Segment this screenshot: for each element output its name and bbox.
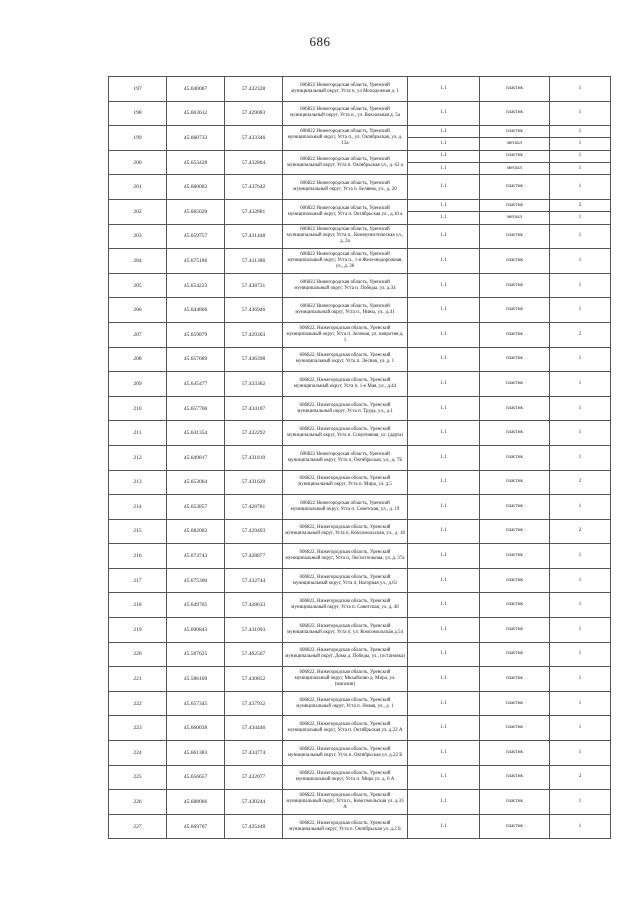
area-cell: 1.1 — [408, 593, 480, 618]
material-cell: пластик — [480, 249, 550, 274]
row-number: 213 — [109, 470, 167, 495]
area-cell: 1.1 — [408, 126, 480, 138]
address-cell: 606822 Нижегородская область, Уренский муниципальный округ, Уста п. Советская, ул., д. 19 — [283, 495, 408, 520]
latitude-cell: 45.653857 — [167, 495, 225, 520]
longitude-cell: 57.438731 — [225, 273, 283, 298]
area-cell: 1.1 — [408, 273, 480, 298]
longitude-cell: 57.431620 — [225, 470, 283, 495]
address-cell: 606822 Нижегородская область, Уренский муниципальный округ, Уста п. Октябрьская ул., д. 62 а — [283, 150, 408, 175]
row-number: 221 — [109, 667, 167, 692]
row-number: 208 — [109, 347, 167, 372]
container-count-cell: 1 — [550, 77, 611, 102]
area-cell: 1.1 — [408, 790, 480, 815]
material-cell: пластик — [480, 445, 550, 470]
latitude-cell: 45.665020 — [167, 199, 225, 224]
address-cell: 606822 Нижегородская область, Уренский муниципальный округ, Уста п., 1-я Железнодорожная, ул., д. 36 — [283, 249, 408, 274]
material-cell: пластик — [480, 495, 550, 520]
table-row — [109, 175, 611, 200]
material-cell: пластик — [480, 347, 550, 372]
latitude-cell: 45.659879 — [167, 322, 225, 347]
material-cell: пластик — [480, 224, 550, 249]
container-count-cell: 2 — [550, 470, 611, 495]
container-count-cell: 2 — [550, 765, 611, 790]
table-row — [109, 421, 611, 446]
latitude-cell: 45.653428 — [167, 150, 225, 175]
table-row — [109, 691, 611, 716]
container-count-cell: 1 — [550, 421, 611, 446]
table-row — [109, 716, 611, 741]
material-cell: пластик — [480, 322, 550, 347]
material-cell: пластик — [480, 150, 550, 162]
row-number: 197 — [109, 77, 167, 102]
table-row — [109, 298, 611, 323]
latitude-cell: 45.675186 — [167, 249, 225, 274]
longitude-cell: 57.431448 — [225, 224, 283, 249]
area-cell: 1.1 — [408, 544, 480, 569]
material-cell: пластик — [480, 519, 550, 544]
table-row — [109, 642, 611, 667]
row-number: 210 — [109, 396, 167, 421]
area-cell: 1.1 — [408, 667, 480, 692]
area-cell: 1.1 — [408, 298, 480, 323]
address-cell: 606822, Нижегородская область, Уренский муниципальный округ, Уста п. Новая, ул., д. 1 — [283, 691, 408, 716]
row-number: 207 — [109, 322, 167, 347]
container-count-cell: 1 — [550, 249, 611, 274]
address-cell: 606822, Нижегородская область, Уренский муниципальный округ, Уста п., Комсомольская ул. д.33 А — [283, 790, 408, 815]
container-count-cell: 1 — [550, 642, 611, 667]
container-count-cell: 1 — [550, 101, 611, 126]
address-cell: 606822, Нижегородская область, Уренский муниципальный округ, Уста п. Мира, ул. д.5 — [283, 470, 408, 495]
material-cell: пластик — [480, 273, 550, 298]
table-row — [109, 77, 611, 102]
longitude-cell: 57.428877 — [225, 544, 283, 569]
row-number: 217 — [109, 568, 167, 593]
latitude-cell: 45.656657 — [167, 765, 225, 790]
material-cell: металл — [480, 163, 550, 175]
material-cell: пластик — [480, 765, 550, 790]
area-cell: 1.1 — [408, 101, 480, 126]
container-count-cell: 1 — [550, 224, 611, 249]
address-cell: 606822, Нижегородская область, Уренский муниципальный округ, Уста п, ул. Комсомольская д.54 — [283, 618, 408, 643]
address-cell: 606822, Нижегородская область, Уренский муниципальный округ, Михайлово д. Мира, ул. (магазин) — [283, 667, 408, 692]
area-cell: 1.1 — [408, 421, 480, 446]
latitude-cell: 45.644866 — [167, 298, 225, 323]
row-number: 206 — [109, 298, 167, 323]
container-count-cell: 1 — [550, 790, 611, 815]
table-row — [109, 126, 611, 138]
material-cell: пластик — [480, 691, 550, 716]
material-cell: пластик — [480, 814, 550, 839]
row-number: 211 — [109, 421, 167, 446]
row-number: 214 — [109, 495, 167, 520]
area-cell: 1.1 — [408, 212, 480, 224]
material-cell: пластик — [480, 372, 550, 397]
longitude-cell: 57.434774 — [225, 741, 283, 766]
area-cell: 1.1 — [408, 77, 480, 102]
table-row — [109, 667, 611, 692]
longitude-cell: 57.430852 — [225, 667, 283, 692]
table-row — [109, 322, 611, 347]
latitude-cell: 45.661383 — [167, 741, 225, 766]
table-row — [109, 101, 611, 126]
latitude-cell: 45.645477 — [167, 372, 225, 397]
longitude-cell: 57.432077 — [225, 765, 283, 790]
longitude-cell: 57.436946 — [225, 298, 283, 323]
address-cell: 606822, Нижегородская область, Уренский муниципальный округ, Уста п. Зеленая, ул. напротив д. 1 — [283, 322, 408, 347]
longitude-cell: 57.433346 — [225, 126, 283, 151]
row-number: 223 — [109, 716, 167, 741]
address-cell: 606822, Нижегородская область, Уренский муниципальный округ, Дома д. Победы, ул., (остановка) — [283, 642, 408, 667]
container-count-cell: 1 — [550, 163, 611, 175]
area-cell: 1.1 — [408, 372, 480, 397]
area-cell: 1.1 — [408, 163, 480, 175]
area-cell: 1.1 — [408, 396, 480, 421]
container-count-cell: 1 — [550, 568, 611, 593]
row-number: 226 — [109, 790, 167, 815]
container-count-cell: 1 — [550, 347, 611, 372]
latitude-cell: 45.654223 — [167, 273, 225, 298]
container-count-cell: 1 — [550, 175, 611, 200]
area-cell: 1.1 — [408, 445, 480, 470]
latitude-cell: 45.659757 — [167, 224, 225, 249]
longitude-cell: 57.436398 — [225, 347, 283, 372]
latitude-cell: 45.690843 — [167, 618, 225, 643]
material-cell: пластик — [480, 470, 550, 495]
address-cell: 606822 Нижегородская область, Уренский муниципальный округ, Уста п. Беляева, ул., д. 20 — [283, 175, 408, 200]
latitude-cell: 45.675300 — [167, 568, 225, 593]
address-cell: 606822 Нижегородская область, Уренский муниципальный округ, Уста п, Октябрьская, ул., д. 7Б — [283, 445, 408, 470]
table-row — [109, 224, 611, 249]
table-row — [109, 495, 611, 520]
row-number: 200 — [109, 150, 167, 175]
address-cell: 606822, Нижегородская область, Уренский муниципальный округ, Уста п. Труда, ул., д.1 — [283, 396, 408, 421]
area-cell: 1.1 — [408, 470, 480, 495]
container-count-cell: 1 — [550, 618, 611, 643]
material-cell: пластик — [480, 790, 550, 815]
area-cell: 1.1 — [408, 322, 480, 347]
container-count-cell: 1 — [550, 716, 611, 741]
container-count-cell: 1 — [550, 138, 611, 150]
longitude-cell: 57.429493 — [225, 519, 283, 544]
area-cell: 1.1 — [408, 618, 480, 643]
container-count-cell: 1 — [550, 212, 611, 224]
address-cell: 606822, Нижегородская область, Уренский муниципальный округ, Уста п, Нагорная ул., д.61 — [283, 568, 408, 593]
latitude-cell: 45.653064 — [167, 470, 225, 495]
row-number: 205 — [109, 273, 167, 298]
material-cell: пластик — [480, 741, 550, 766]
longitude-cell: 57.462507 — [225, 642, 283, 667]
table-row — [109, 273, 611, 298]
address-cell: 606822, Нижегородская область, Уренский муниципальный округ, Уста п, Комсомольская, ул., д. 18 — [283, 519, 408, 544]
container-count-cell: 1 — [550, 691, 611, 716]
container-count-cell: 1 — [550, 741, 611, 766]
table-row — [109, 519, 611, 544]
longitude-cell: 57.429303 — [225, 322, 283, 347]
latitude-cell: 45.586169 — [167, 667, 225, 692]
area-cell: 1.1 — [408, 138, 480, 150]
row-number: 215 — [109, 519, 167, 544]
address-cell: 606822, Нижегородская область, Уренский муниципальный округ, Уста п. Советская, ул. д. 40 — [283, 593, 408, 618]
longitude-cell: 57.430244 — [225, 790, 283, 815]
row-number: 219 — [109, 618, 167, 643]
table-row — [109, 765, 611, 790]
latitude-cell: 45.674743 — [167, 544, 225, 569]
material-cell: пластик — [480, 396, 550, 421]
waste-site-registry-table — [108, 76, 611, 839]
longitude-cell: 57.432804 — [225, 150, 283, 175]
container-count-cell: 2 — [550, 519, 611, 544]
material-cell: пластик — [480, 667, 550, 692]
address-cell: 606822 Нижегородская область, Уренский муниципальный округ, Уста п., ул. Октябрьская, ул. д. 13а — [283, 126, 408, 151]
row-number: 218 — [109, 593, 167, 618]
container-count-cell: 1 — [550, 126, 611, 138]
address-cell: 606822 Нижегородская область, Уренский муниципальный округ, Уста п. Победы, ул. д.34 — [283, 273, 408, 298]
table-row — [109, 249, 611, 274]
row-number: 216 — [109, 544, 167, 569]
container-count-cell: 1 — [550, 150, 611, 162]
row-number: 204 — [109, 249, 167, 274]
area-cell: 1.1 — [408, 716, 480, 741]
container-count-cell: 1 — [550, 814, 611, 839]
longitude-cell: 57.433362 — [225, 372, 283, 397]
material-cell: пластик — [480, 716, 550, 741]
row-number: 209 — [109, 372, 167, 397]
table-row — [109, 150, 611, 162]
address-cell: 606822, Нижегородская область, Уренский муниципальный округ, Уста п. Спортивная, ул. (дарта) — [283, 421, 408, 446]
row-number: 222 — [109, 691, 167, 716]
container-count-cell: 1 — [550, 298, 611, 323]
container-count-cell: 2 — [550, 199, 611, 211]
area-cell: 1.1 — [408, 814, 480, 839]
table-row — [109, 814, 611, 839]
area-cell: 1.1 — [408, 691, 480, 716]
row-number: 199 — [109, 126, 167, 151]
area-cell: 1.1 — [408, 568, 480, 593]
longitude-cell: 57.437642 — [225, 175, 283, 200]
material-cell: пластик — [480, 126, 550, 138]
longitude-cell: 57.431386 — [225, 249, 283, 274]
longitude-cell: 57.432744 — [225, 568, 283, 593]
row-number: 203 — [109, 224, 167, 249]
container-count-cell: 1 — [550, 372, 611, 397]
address-cell: 606822, Нижегородская область, Уренский муниципальный округ, Уста п. Октябрьская ул. д.22 Б — [283, 741, 408, 766]
area-cell: 1.1 — [408, 642, 480, 667]
address-cell: 606822 Нижегородская область, Уренский муниципальный округ, Уста п. Октябрьская ул., д.10 а — [283, 199, 408, 224]
area-cell: 1.1 — [408, 519, 480, 544]
latitude-cell: 45.660733 — [167, 126, 225, 151]
area-cell: 1.1 — [408, 175, 480, 200]
area-cell: 1.1 — [408, 347, 480, 372]
longitude-cell: 57.434107 — [225, 396, 283, 421]
latitude-cell: 45.649817 — [167, 445, 225, 470]
container-count-cell: 1 — [550, 495, 611, 520]
longitude-cell: 57.434446 — [225, 716, 283, 741]
address-cell: 606822, Нижегородская область, Уренский муниципальный округ, Уста п. Октябрьская ул. д.2 Б — [283, 814, 408, 839]
area-cell: 1.1 — [408, 765, 480, 790]
latitude-cell: 45.663612 — [167, 101, 225, 126]
material-cell: пластик — [480, 199, 550, 211]
longitude-cell: 57.428781 — [225, 495, 283, 520]
table-row — [109, 347, 611, 372]
material-cell: пластик — [480, 544, 550, 569]
material-cell: пластик — [480, 421, 550, 446]
material-cell: пластик — [480, 175, 550, 200]
longitude-cell: 57.431093 — [225, 618, 283, 643]
table-row — [109, 445, 611, 470]
table-row — [109, 618, 611, 643]
container-count-cell: 1 — [550, 593, 611, 618]
material-cell: металл — [480, 212, 550, 224]
latitude-cell: 45.657766 — [167, 396, 225, 421]
area-cell: 1.1 — [408, 495, 480, 520]
address-cell: 606822, Нижегородская область, Уренский муниципальный округ, Уста п. Лесная, ул. д. 1 — [283, 347, 408, 372]
material-cell: пластик — [480, 593, 550, 618]
latitude-cell: 45.657345 — [167, 691, 225, 716]
container-count-cell: 1 — [550, 667, 611, 692]
area-cell: 1.1 — [408, 741, 480, 766]
latitude-cell: 45.649705 — [167, 593, 225, 618]
area-cell: 1.1 — [408, 150, 480, 162]
longitude-cell: 57.432881 — [225, 199, 283, 224]
longitude-cell: 57.428633 — [225, 593, 283, 618]
material-cell: пластик — [480, 568, 550, 593]
container-count-cell: 1 — [550, 273, 611, 298]
table-row — [109, 568, 611, 593]
address-cell: 606822, Нижегородская область, Уренский муниципальный округ, Уста п, Лесхозтельная, ул. д. 37а — [283, 544, 408, 569]
area-cell: 1.1 — [408, 224, 480, 249]
row-number: 220 — [109, 642, 167, 667]
material-cell: пластик — [480, 618, 550, 643]
table-row — [109, 372, 611, 397]
latitude-cell: 45.641354 — [167, 421, 225, 446]
row-number: 227 — [109, 814, 167, 839]
row-number: 225 — [109, 765, 167, 790]
longitude-cell: 57.435448 — [225, 814, 283, 839]
table-row — [109, 396, 611, 421]
material-cell: пластик — [480, 77, 550, 102]
address-cell: 606822, Нижегородская область, Уренский муниципальный округ, Уста п. Мира ул. д. 6 А — [283, 765, 408, 790]
area-cell: 1.1 — [408, 249, 480, 274]
area-cell: 1.1 — [408, 199, 480, 211]
table-row — [109, 199, 611, 211]
material-cell: пластик — [480, 298, 550, 323]
address-cell: 606822 Нижегородская область, Уренский муниципальный округ, Уста п., Коммунистическая ул., д. 2а — [283, 224, 408, 249]
latitude-cell: 45.660002 — [167, 175, 225, 200]
table-row — [109, 790, 611, 815]
page-number: 686 — [309, 34, 331, 49]
latitude-cell: 45.688066 — [167, 790, 225, 815]
material-cell: металл — [480, 138, 550, 150]
address-cell: 606822 Нижегородская область, Уренский муниципальный округ, Уста п, ул Молодежная д. 1 — [283, 77, 408, 102]
address-cell: 606822, Нижегородская область, Уренский муниципальный округ, Уста п. Октябрьская ул. д.22 А — [283, 716, 408, 741]
address-cell: 606822, Нижегородская область, Уренский муниципальный округ, Уста п. 1-е Мая, ул., д.44 — [283, 372, 408, 397]
longitude-cell: 57.437932 — [225, 691, 283, 716]
table-row — [109, 470, 611, 495]
row-number: 212 — [109, 445, 167, 470]
table-row — [109, 741, 611, 766]
material-cell: пластик — [480, 642, 550, 667]
longitude-cell: 57.432292 — [225, 421, 283, 446]
row-number: 202 — [109, 199, 167, 224]
container-count-cell: 1 — [550, 445, 611, 470]
row-number: 201 — [109, 175, 167, 200]
table-row — [109, 544, 611, 569]
container-count-cell: 2 — [550, 322, 611, 347]
address-cell: 606822 Нижегородская область, Уренский муниципальный округ, Уста п., ул. Вокзальная д. 5а — [283, 101, 408, 126]
table-row — [109, 593, 611, 618]
latitude-cell: 45.587625 — [167, 642, 225, 667]
latitude-cell: 45.640067 — [167, 77, 225, 102]
material-cell: пластик — [480, 101, 550, 126]
row-number: 198 — [109, 101, 167, 126]
container-count-cell: 1 — [550, 396, 611, 421]
longitude-cell: 57.432328 — [225, 77, 283, 102]
address-cell: 606822 Нижегородская область, Уренский муниципальный округ, Уста п., Нины, ул., д.41 — [283, 298, 408, 323]
longitude-cell: 57.431810 — [225, 445, 283, 470]
row-number: 224 — [109, 741, 167, 766]
registry-body — [109, 77, 611, 839]
latitude-cell: 45.660038 — [167, 716, 225, 741]
latitude-cell: 45.682002 — [167, 519, 225, 544]
container-count-cell: 1 — [550, 544, 611, 569]
latitude-cell: 45.657689 — [167, 347, 225, 372]
latitude-cell: 45.669707 — [167, 814, 225, 839]
longitude-cell: 57.429083 — [225, 101, 283, 126]
